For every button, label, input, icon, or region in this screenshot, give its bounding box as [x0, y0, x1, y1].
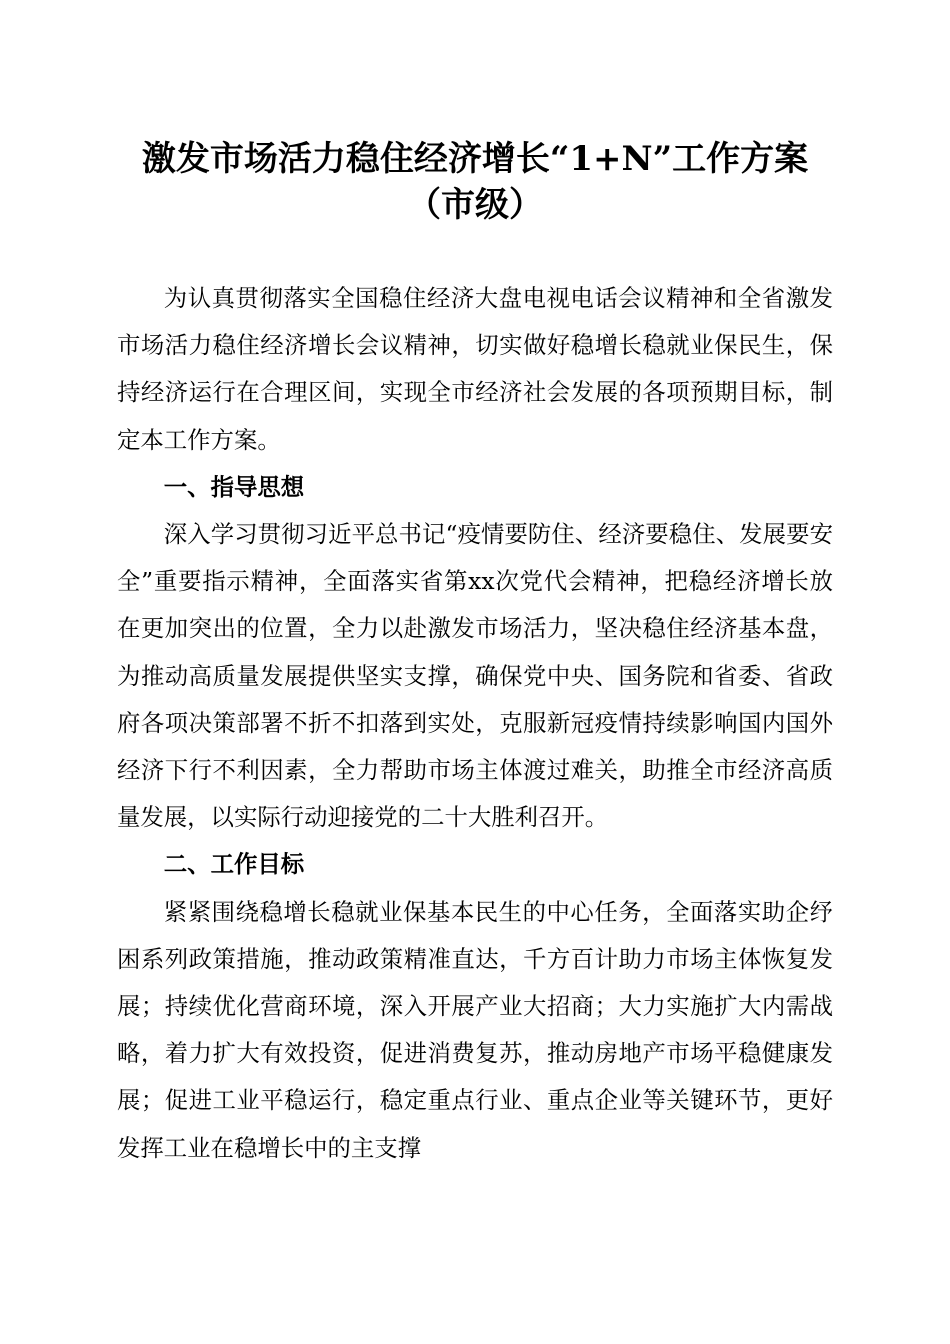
section-heading-guiding-ideology: 一、指导思想 — [163, 472, 305, 501]
document-title: 激发市场活力稳住经济增长“1+N”工作方案 — [141, 139, 809, 179]
intro-paragraph: 为认真贯彻落实全国稳住经济大盘电视电话会议精神和全省激发市场活力稳住经济增长会议精神，切实做好稳增长稳就业保民生，保持经济运行在合理区间，实现全市经济社会发展的各项预期目标，制定本工作方案。 — [117, 284, 833, 454]
section-heading-work-goals: 二、工作目标 — [163, 850, 305, 879]
section-paragraph-guiding-ideology: 深入学习贯彻习近平总书记“疫情要防住、经济要稳住、发展要安全”重要指示精神，全面落实省第xx次党代会精神，把稳经济增长放在更加突出的位置，全力以赴激发市场活力，坚决稳住经济基本盘，为推动高质量发展提供坚实支撑，确保党中央、国务院和省委、省政府各项决策部署不折不扣落到实处，克服新冠疫情持续影响国内国外经济下行不利因素，全力帮助市场主体渡过难关，助推全市经济高质量发展，以实际行动迎接党的二十大胜利召开。 — [117, 520, 833, 832]
document-subtitle: （市级） — [407, 185, 543, 225]
document-body — [117, 275, 833, 1172]
section-paragraph-work-goals: 紧紧围绕稳增长稳就业保基本民生的中心任务，全面落实助企纾困系列政策措施，推动政策精准直达，千方百计助力市场主体恢复发展；持续优化营商环境，深入开展产业大招商；大力实施扩大内需战略，着力扩大有效投资，促进消费复苏，推动房地产市场平稳健康发展；促进工业平稳运行，稳定重点行业、重点企业等关键环节，更好发挥工业在稳增长中的主支撑 — [117, 897, 833, 1162]
